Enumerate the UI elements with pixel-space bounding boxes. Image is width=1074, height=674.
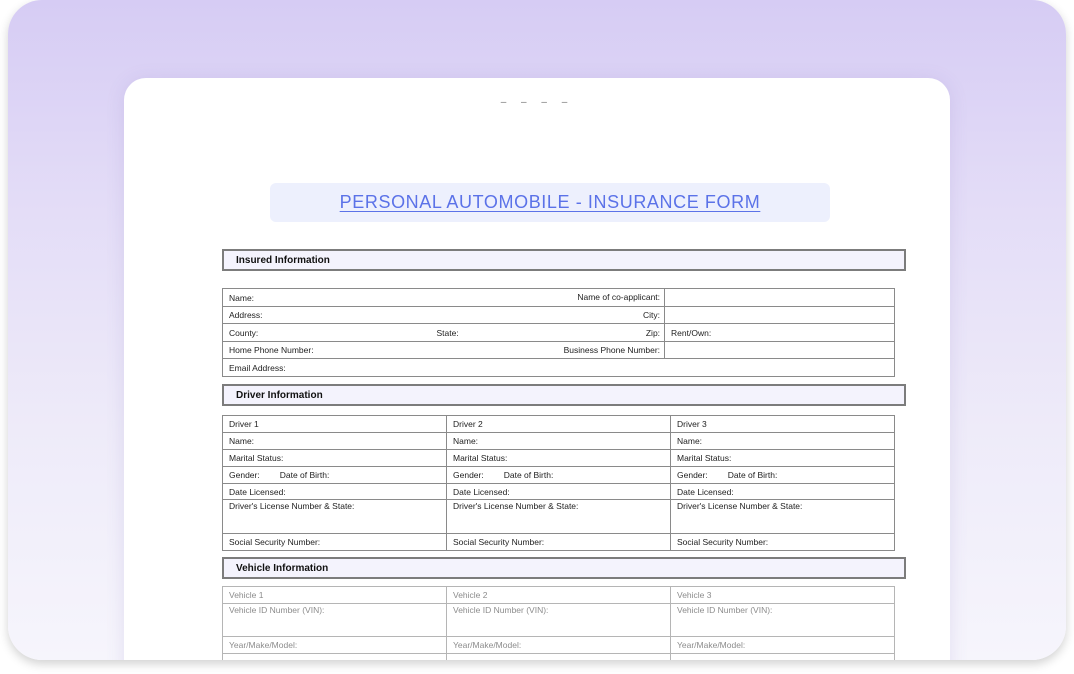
table-row bbox=[223, 307, 895, 324]
vehicle-2-ymm-field[interactable] bbox=[447, 637, 671, 654]
field-label: Home Phone Number: bbox=[229, 345, 314, 355]
field-label: Year/Make/Model: bbox=[453, 640, 522, 650]
field-label: Date of Birth: bbox=[279, 470, 330, 480]
driver-2-licensed-field[interactable] bbox=[447, 484, 671, 500]
vehicle-3-vin-field[interactable] bbox=[671, 604, 895, 637]
field-label: Name: bbox=[677, 436, 703, 446]
table-row bbox=[223, 587, 895, 604]
driver-3-license-field[interactable] bbox=[671, 500, 895, 534]
field-label: Business Phone Number: bbox=[563, 345, 661, 355]
driver-table bbox=[222, 415, 895, 551]
table-row bbox=[223, 342, 895, 359]
vehicle-1-ymm-field[interactable] bbox=[223, 637, 447, 654]
field-label: Name: bbox=[453, 436, 479, 446]
email-field[interactable] bbox=[223, 359, 895, 377]
driver-3-licensed-field[interactable] bbox=[671, 484, 895, 500]
address-field[interactable] bbox=[223, 307, 665, 324]
field-label: Year/Make/Model: bbox=[677, 640, 746, 650]
insured-table bbox=[222, 288, 895, 377]
field-label: Gender: bbox=[677, 470, 708, 480]
state-field[interactable] bbox=[431, 324, 565, 342]
vehicle-2-extra-field[interactable] bbox=[447, 654, 671, 661]
field-label: State: bbox=[436, 327, 459, 338]
field-label: Marital Status: bbox=[453, 453, 508, 463]
table-row bbox=[223, 359, 895, 377]
field-label: Driver's License Number & State: bbox=[453, 501, 579, 511]
driver-3-ssn-field[interactable] bbox=[671, 534, 895, 551]
cut-off-header-text: ‒ ‒ ‒ ‒ bbox=[500, 100, 574, 106]
driver-1-licensed-field[interactable] bbox=[223, 484, 447, 500]
title-banner bbox=[270, 183, 830, 222]
table-row bbox=[223, 416, 895, 433]
vehicle-1-header: Vehicle 1 bbox=[223, 587, 447, 604]
driver-2-gender-dob-field[interactable] bbox=[447, 467, 671, 484]
section-insured-information bbox=[222, 249, 906, 271]
field-label: Address: bbox=[229, 310, 263, 320]
driver-1-gender-dob-field[interactable] bbox=[223, 467, 447, 484]
field-label: Social Security Number: bbox=[229, 537, 321, 547]
vehicle-1-extra-field[interactable] bbox=[223, 654, 447, 661]
vehicle-table bbox=[222, 586, 895, 660]
table-row bbox=[223, 637, 895, 654]
field-label: Marital Status: bbox=[677, 453, 732, 463]
driver-2-header: Driver 2 bbox=[447, 416, 671, 433]
driver-1-license-field[interactable] bbox=[223, 500, 447, 534]
table-row bbox=[223, 500, 895, 534]
table-row bbox=[223, 604, 895, 637]
table-row bbox=[223, 467, 895, 484]
table-row bbox=[223, 324, 895, 342]
field-label: Driver's License Number & State: bbox=[677, 501, 803, 511]
zip-field[interactable] bbox=[565, 324, 665, 342]
vehicle-3-extra-field[interactable] bbox=[671, 654, 895, 661]
city-field[interactable] bbox=[665, 307, 895, 324]
driver-1-marital-field[interactable] bbox=[223, 450, 447, 467]
rent-own-field[interactable] bbox=[665, 324, 895, 342]
section-heading: Insured Information bbox=[236, 254, 330, 266]
field-label: Vehicle ID Number (VIN): bbox=[453, 605, 549, 615]
driver-2-ssn-field[interactable] bbox=[447, 534, 671, 551]
field-label: Date Licensed: bbox=[677, 486, 734, 497]
driver-2-marital-field[interactable] bbox=[447, 450, 671, 467]
table-row bbox=[223, 484, 895, 500]
driver-1-header: Driver 1 bbox=[223, 416, 447, 433]
table-row bbox=[223, 534, 895, 551]
vehicle-3-ymm-field[interactable] bbox=[671, 637, 895, 654]
field-label: Vehicle ID Number (VIN): bbox=[229, 605, 325, 615]
field-label: Email Address: bbox=[229, 362, 286, 373]
field-label: Rent/Own: bbox=[671, 327, 712, 338]
field-label: County: bbox=[229, 327, 259, 338]
vehicle-1-vin-field[interactable] bbox=[223, 604, 447, 637]
document-page bbox=[124, 78, 950, 660]
driver-3-marital-field[interactable] bbox=[671, 450, 895, 467]
driver-1-ssn-field[interactable] bbox=[223, 534, 447, 551]
table-row bbox=[223, 433, 895, 450]
field-label: Name of co-applicant: bbox=[577, 292, 661, 302]
driver-2-name-field[interactable] bbox=[447, 433, 671, 450]
driver-3-header: Driver 3 bbox=[671, 416, 895, 433]
vehicle-3-header: Vehicle 3 bbox=[671, 587, 895, 604]
field-label: Gender: bbox=[453, 470, 484, 480]
field-label: Date of Birth: bbox=[727, 470, 778, 480]
driver-3-gender-dob-field[interactable] bbox=[671, 467, 895, 484]
co-applicant-field[interactable] bbox=[665, 289, 895, 307]
field-label: Date Licensed: bbox=[453, 486, 510, 497]
field-label: Year/Make/Model: bbox=[229, 640, 298, 650]
field-label: City: bbox=[643, 310, 661, 320]
county-field[interactable] bbox=[223, 324, 431, 342]
business-phone-field[interactable] bbox=[665, 342, 895, 359]
field-label: Driver's License Number & State: bbox=[229, 501, 355, 511]
field-label: Date of Birth: bbox=[503, 470, 554, 480]
vehicle-2-vin-field[interactable] bbox=[447, 604, 671, 637]
driver-3-name-field[interactable] bbox=[671, 433, 895, 450]
section-heading: Driver Information bbox=[236, 389, 323, 401]
field-label: Social Security Number: bbox=[453, 537, 545, 547]
table-row bbox=[223, 289, 895, 307]
home-phone-field[interactable] bbox=[223, 342, 665, 359]
field-label: Gender: bbox=[229, 470, 260, 480]
field-label: Marital Status: bbox=[229, 453, 284, 463]
table-row bbox=[223, 450, 895, 467]
driver-2-license-field[interactable] bbox=[447, 500, 671, 534]
table-row bbox=[223, 654, 895, 661]
section-vehicle-information bbox=[222, 557, 906, 579]
field-label: Name: bbox=[229, 292, 255, 303]
form-title: PERSONAL AUTOMOBILE - INSURANCE FORM bbox=[339, 192, 761, 212]
background-frame bbox=[8, 0, 1066, 660]
field-label: Vehicle ID Number (VIN): bbox=[677, 605, 773, 615]
driver-1-name-field[interactable] bbox=[223, 433, 447, 450]
vehicle-2-header: Vehicle 2 bbox=[447, 587, 671, 604]
section-driver-information bbox=[222, 384, 906, 406]
field-label: Date Licensed: bbox=[229, 486, 286, 497]
field-label: Zip: bbox=[645, 327, 661, 338]
section-heading: Vehicle Information bbox=[236, 562, 329, 574]
field-label: Name: bbox=[229, 436, 255, 446]
name-field[interactable] bbox=[223, 289, 665, 307]
field-label: Social Security Number: bbox=[677, 537, 769, 547]
